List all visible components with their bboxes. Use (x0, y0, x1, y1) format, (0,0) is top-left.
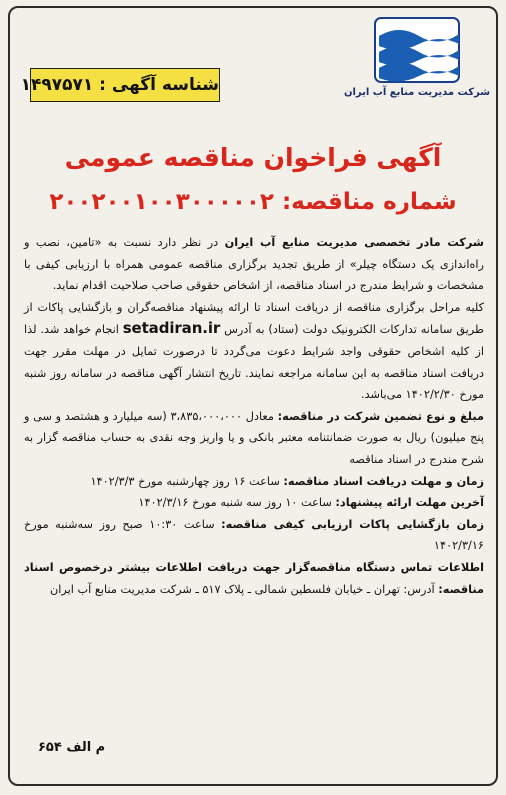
process-text-a: کلیه مراحل برگزاری مناقصه از دریافت اسناد تا ارائه پیشنهاد مناقصه‌گران و بازگشایی پاکات از طریق سامانه تدارکات الکترونیک دولت (ستاد) به آدرس (24, 300, 484, 337)
opening-time-text: ساعت ۱۰:۳۰ صبح روز سه‌شنبه مورخ ۱۴۰۲/۳/۱۶ (24, 517, 484, 553)
ad-id-label: شناسه آگهی : (99, 75, 219, 95)
paragraph-opening-time (24, 514, 484, 557)
document-deadline-heading: زمان و مهلت دریافت اسناد مناقصه: (283, 474, 484, 488)
tender-number (20, 186, 486, 218)
proposal-deadline-heading: آخرین مهلت ارائه پیشنهاد: (335, 496, 484, 510)
footer-code: م الف ۶۵۴ (38, 740, 106, 755)
paragraph-guarantee (24, 406, 484, 471)
tender-number-value: ۲۰۰۲۰۰۱۰۰۳۰۰۰۰۰۲ (49, 189, 274, 215)
ad-id-value: ۱۴۹۷۵۷۱ (20, 75, 94, 95)
ad-id-badge (20, 68, 220, 102)
paragraph-document-deadline (24, 471, 484, 493)
intro-company: شرکت مادر تخصصی مدیریت منابع آب ایران (224, 236, 484, 249)
paragraph-contact (24, 557, 484, 600)
document-deadline-text: ساعت ۱۶ روز چهارشنبه مورخ ۱۴۰۲/۳/۳ (90, 474, 284, 488)
logo-caption: شرکت مدیریت منابع آب ایران (343, 87, 491, 98)
paragraph-proposal-deadline (24, 492, 484, 514)
contact-heading: اطلاعات تماس دستگاه مناقصه‌گزار جهت دریافت اطلاعات بیشتر درخصوص اسناد مناقصه: (24, 560, 484, 596)
intro-text: در نظر دارد نسبت به «تامین، نصب و راه‌اندازی یک دستگاه چیلر» از طریق تجدید برگزاری مناقصه عمومی همراه با ارزیابی کیفی با مشخصات و شرایط مندرج در اسناد مناقصه، از اشخاص حقوقی صاحب صلاحیت اقدام نماید. (24, 236, 484, 293)
setad-website-link[interactable]: setadiran.ir (122, 319, 221, 338)
notice-body (24, 232, 484, 600)
notice-title: آگهی فراخوان مناقصه عمومی (64, 143, 442, 172)
guarantee-text: معادل ۳،۸۳۵،۰۰۰،۰۰۰ (سه میلیارد و هشتصد و سی و پنج میلیون) ریال به صورت ضمانتنامه معتبر بانکی و یا واریز وجه نقدی به حساب مناقصه گزار به شرح مندرج در اسناد مناقصه (24, 409, 484, 466)
paragraph-intro (24, 232, 484, 297)
paragraph-process (24, 297, 484, 406)
tender-number-label: شماره مناقصه: (281, 189, 457, 215)
guarantee-heading: مبلغ و نوع تضمین شرکت در مناقصه: (277, 409, 484, 423)
proposal-deadline-text: ساعت ۱۰ روز سه شنبه مورخ ۱۴۰۲/۳/۱۶ (138, 496, 336, 510)
contact-text: آدرس: تهران ـ خیابان فلسطین شمالی ـ پلاک ۵۱۷ ـ شرکت مدیریت منابع آب ایران (49, 582, 439, 596)
opening-time-heading: زمان بازگشایی پاکات ارزیابی کیفی مناقصه: (221, 517, 484, 531)
process-text-b: انجام خواهد شد. لذا از کلیه اشخاص حقوقی واجد شرایط دعوت می‌گردد تا درصورت تمایل در مهلت مقرر جهت دریافت اسناد مناقصه به این سامانه مراجعه نمایند. تاریخ انتشار آگهی مناقصه در سامانه روز شنبه مورخ ۱۴۰۲/۲/۳۰ می‌باشد. (24, 323, 484, 402)
water-waves-icon (369, 14, 465, 86)
company-logo (342, 14, 492, 114)
